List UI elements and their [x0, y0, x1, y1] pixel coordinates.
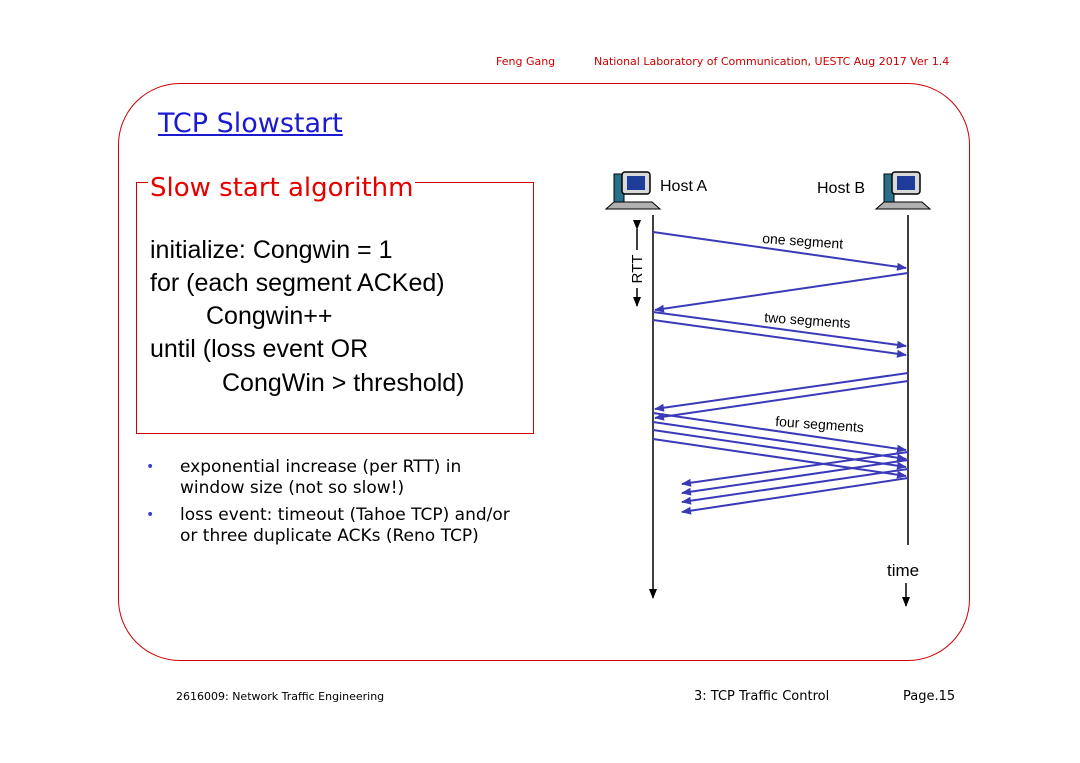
- segment-arrow: [653, 430, 906, 467]
- ack-arrow: [682, 460, 908, 493]
- time-label: time: [887, 561, 920, 580]
- bullet-text: loss event: timeout (Tahoe TCP) and/or or three duplicate ACKs (Reno TCP): [180, 505, 510, 546]
- bullet-text: exponential increase (per RTT) in window size (not so slow!): [180, 457, 462, 498]
- footer-page-number: Page.15: [903, 689, 956, 704]
- algorithm-line-threshold: CongWin > threshold): [222, 369, 465, 397]
- ack-arrow: [655, 273, 908, 310]
- host-b-computer-icon: [876, 172, 930, 209]
- segment-label-four: four segments: [774, 413, 865, 436]
- rtt-label: RTT: [629, 254, 646, 284]
- footer-chapter: 3: TCP Traffic Control: [694, 689, 830, 704]
- bullet-dot-icon: •: [146, 507, 155, 523]
- slide-title: TCP Slowstart: [158, 108, 343, 139]
- ack-arrow: [682, 478, 908, 512]
- header-author: Feng Gang: [496, 55, 556, 68]
- segment-label-one: one segment: [761, 230, 844, 252]
- algorithm-line-init: initialize: Congwin = 1: [150, 236, 393, 264]
- host-a-computer-icon: [606, 172, 660, 209]
- ack-arrow: [682, 452, 908, 484]
- algorithm-line-for: for (each segment ACKed): [150, 269, 445, 297]
- bullet-dot-icon: •: [146, 459, 155, 475]
- ack-arrow: [655, 373, 908, 409]
- ack-arrow: [682, 469, 908, 502]
- host-b-label: Host B: [817, 180, 866, 197]
- algorithm-line-until: until (loss event OR: [150, 335, 369, 363]
- host-a-label: Host A: [660, 178, 708, 195]
- footer-course: 2616009: Network Traffic Engineering: [176, 690, 385, 703]
- segment-label-two: two segments: [763, 309, 852, 332]
- header-affiliation: National Laboratory of Communication, UESTC Aug 2017 Ver 1.4: [594, 55, 950, 68]
- algorithm-line-increment: Congwin++: [206, 302, 333, 330]
- algorithm-heading: Slow start algorithm: [150, 173, 414, 203]
